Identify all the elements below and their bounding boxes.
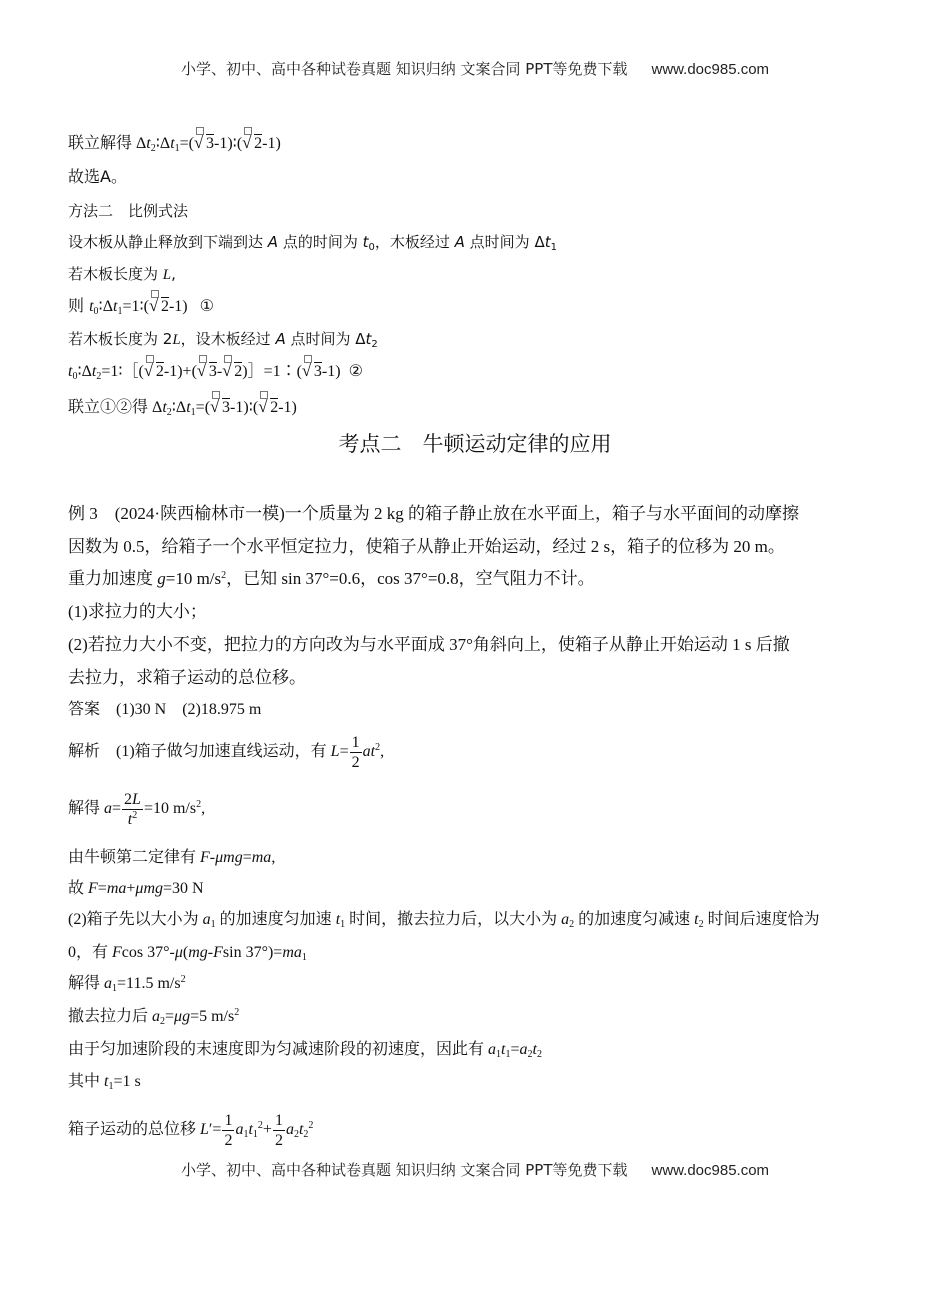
header-url[interactable]: www.doc985.com bbox=[651, 61, 770, 78]
circled-1: ① bbox=[199, 298, 214, 315]
method2-line2: 若木板长度为 L, bbox=[68, 265, 176, 283]
question-2-line2: 去拉力，求箱子运动的总位移。 bbox=[68, 668, 306, 687]
example-line2: 因数为 0.5，给箱子一个水平恒定拉力，使箱子从静止开始运动，经过 2 s，箱子的位移为 20 m。 bbox=[68, 537, 785, 556]
solution-line10: 其中 $t_1=1$ s bbox=[68, 1073, 141, 1092]
method2-line3: 则 $t_0∶\Delta t_1=1∶$( √ 2-1) ① bbox=[68, 295, 214, 318]
example-line3: 重力加速度 g=10 $m/s^2$，已知 sin 37°=0.6，cos 37°=0.8，空气阻力不计。 bbox=[68, 569, 595, 588]
method2-line5: $t_0∶\Delta t_2=1∶[$( √ 2-1)+( √ 3- √ 2)］=1∶( √ 3-1) ② bbox=[68, 361, 363, 383]
circled-2: ② bbox=[348, 363, 363, 380]
solution-line4: 故 F=ma+μmg=30 N bbox=[68, 880, 204, 897]
method2-line6: 联立①②得 $\Delta t_2∶\Delta t_1=$( √ 3-1)∶( √ 2-1) bbox=[68, 396, 297, 419]
method2-line4: 若木板长度为 2L，设木板经过 A 点时间为 $\Delta t_2$ bbox=[68, 330, 378, 350]
method2-title: 方法二 比例式法 bbox=[68, 202, 189, 220]
footer-url[interactable]: www.doc985.com bbox=[651, 1162, 770, 1179]
select-answer: 故选A。 bbox=[68, 167, 127, 186]
footer-text: 小学、初中、高中各种试卷真题 知识归纳 文案合同 PPT等免费下载 bbox=[180, 1161, 628, 1179]
method2-line1: 设木板从静止释放到下端到达 A 点的时间为 $t_0$，木板经过 A 点时间为 $\Delta t_1$ bbox=[68, 233, 557, 253]
example-line1: 例 3 (2024·陕西榆林市一模)一个质量为 2 kg 的箱子静止放在水平面上，箱子与水平面间的动摩擦 bbox=[68, 504, 799, 523]
page-header bbox=[0, 58, 950, 79]
solution-line2: 解得 a= $\frac{2L}{t^2}$ =10 $m/s^2$, bbox=[68, 791, 206, 828]
question-2-line1: (2)若拉力大小不变，把拉力的方向改为与水平面成 37°角斜向上，使箱子从静止开始运动 1 s 后撤 bbox=[68, 635, 790, 654]
question-1: (1)求拉力的大小； bbox=[68, 602, 207, 621]
solution-line7: 解得 $a_1=11.5$ $m/s^2$ bbox=[68, 974, 186, 994]
page-footer bbox=[0, 1159, 950, 1180]
section-title: 考点二 牛顿运动定律的应用 bbox=[338, 432, 612, 456]
solution-line6: 0，有 Fcos 37°-μ(mg-Fsin $37^\circ)=ma_1$ bbox=[68, 944, 307, 963]
solution-line11: 箱子运动的总位移 L′= $\frac{1}{2}$ $a_1t_1^2+$ $\frac{1}{2}$ $a_2t_2^2$ bbox=[68, 1112, 314, 1149]
solution-line3: 由牛顿第二定律有 F-μmg=ma, bbox=[68, 849, 276, 866]
solution-line8: 撤去拉力后 $a_2=\mu g=5$ $m/s^2$ bbox=[68, 1007, 240, 1027]
method1-conclusion: 联立解得 $\Delta t_2∶\Delta t_1=$( √ 3-1)∶( √ 2-1) bbox=[68, 133, 281, 155]
answer: 答案 (1)30 N (2)18.975 m bbox=[68, 701, 262, 718]
solution-line5: (2)箱子先以大小为 $a_1$ 的加速度匀加速 $t_1$ 时间，撤去拉力后，以大小为 $a_2$ 的加速度匀减速 $t_2$ 时间后速度恰为 bbox=[68, 911, 820, 930]
solution-line1: 解析 (1)箱子做匀加速直线运动，有 L= $\frac{1}{2}$ $at^2$, bbox=[68, 734, 385, 771]
solution-line9: 由于匀加速阶段的末速度即为匀减速阶段的初速度，因此有 $a_1t_1=a_2t_2$ bbox=[68, 1041, 542, 1060]
header-text: 小学、初中、高中各种试卷真题 知识归纳 文案合同 PPT等免费下载 bbox=[180, 60, 628, 78]
